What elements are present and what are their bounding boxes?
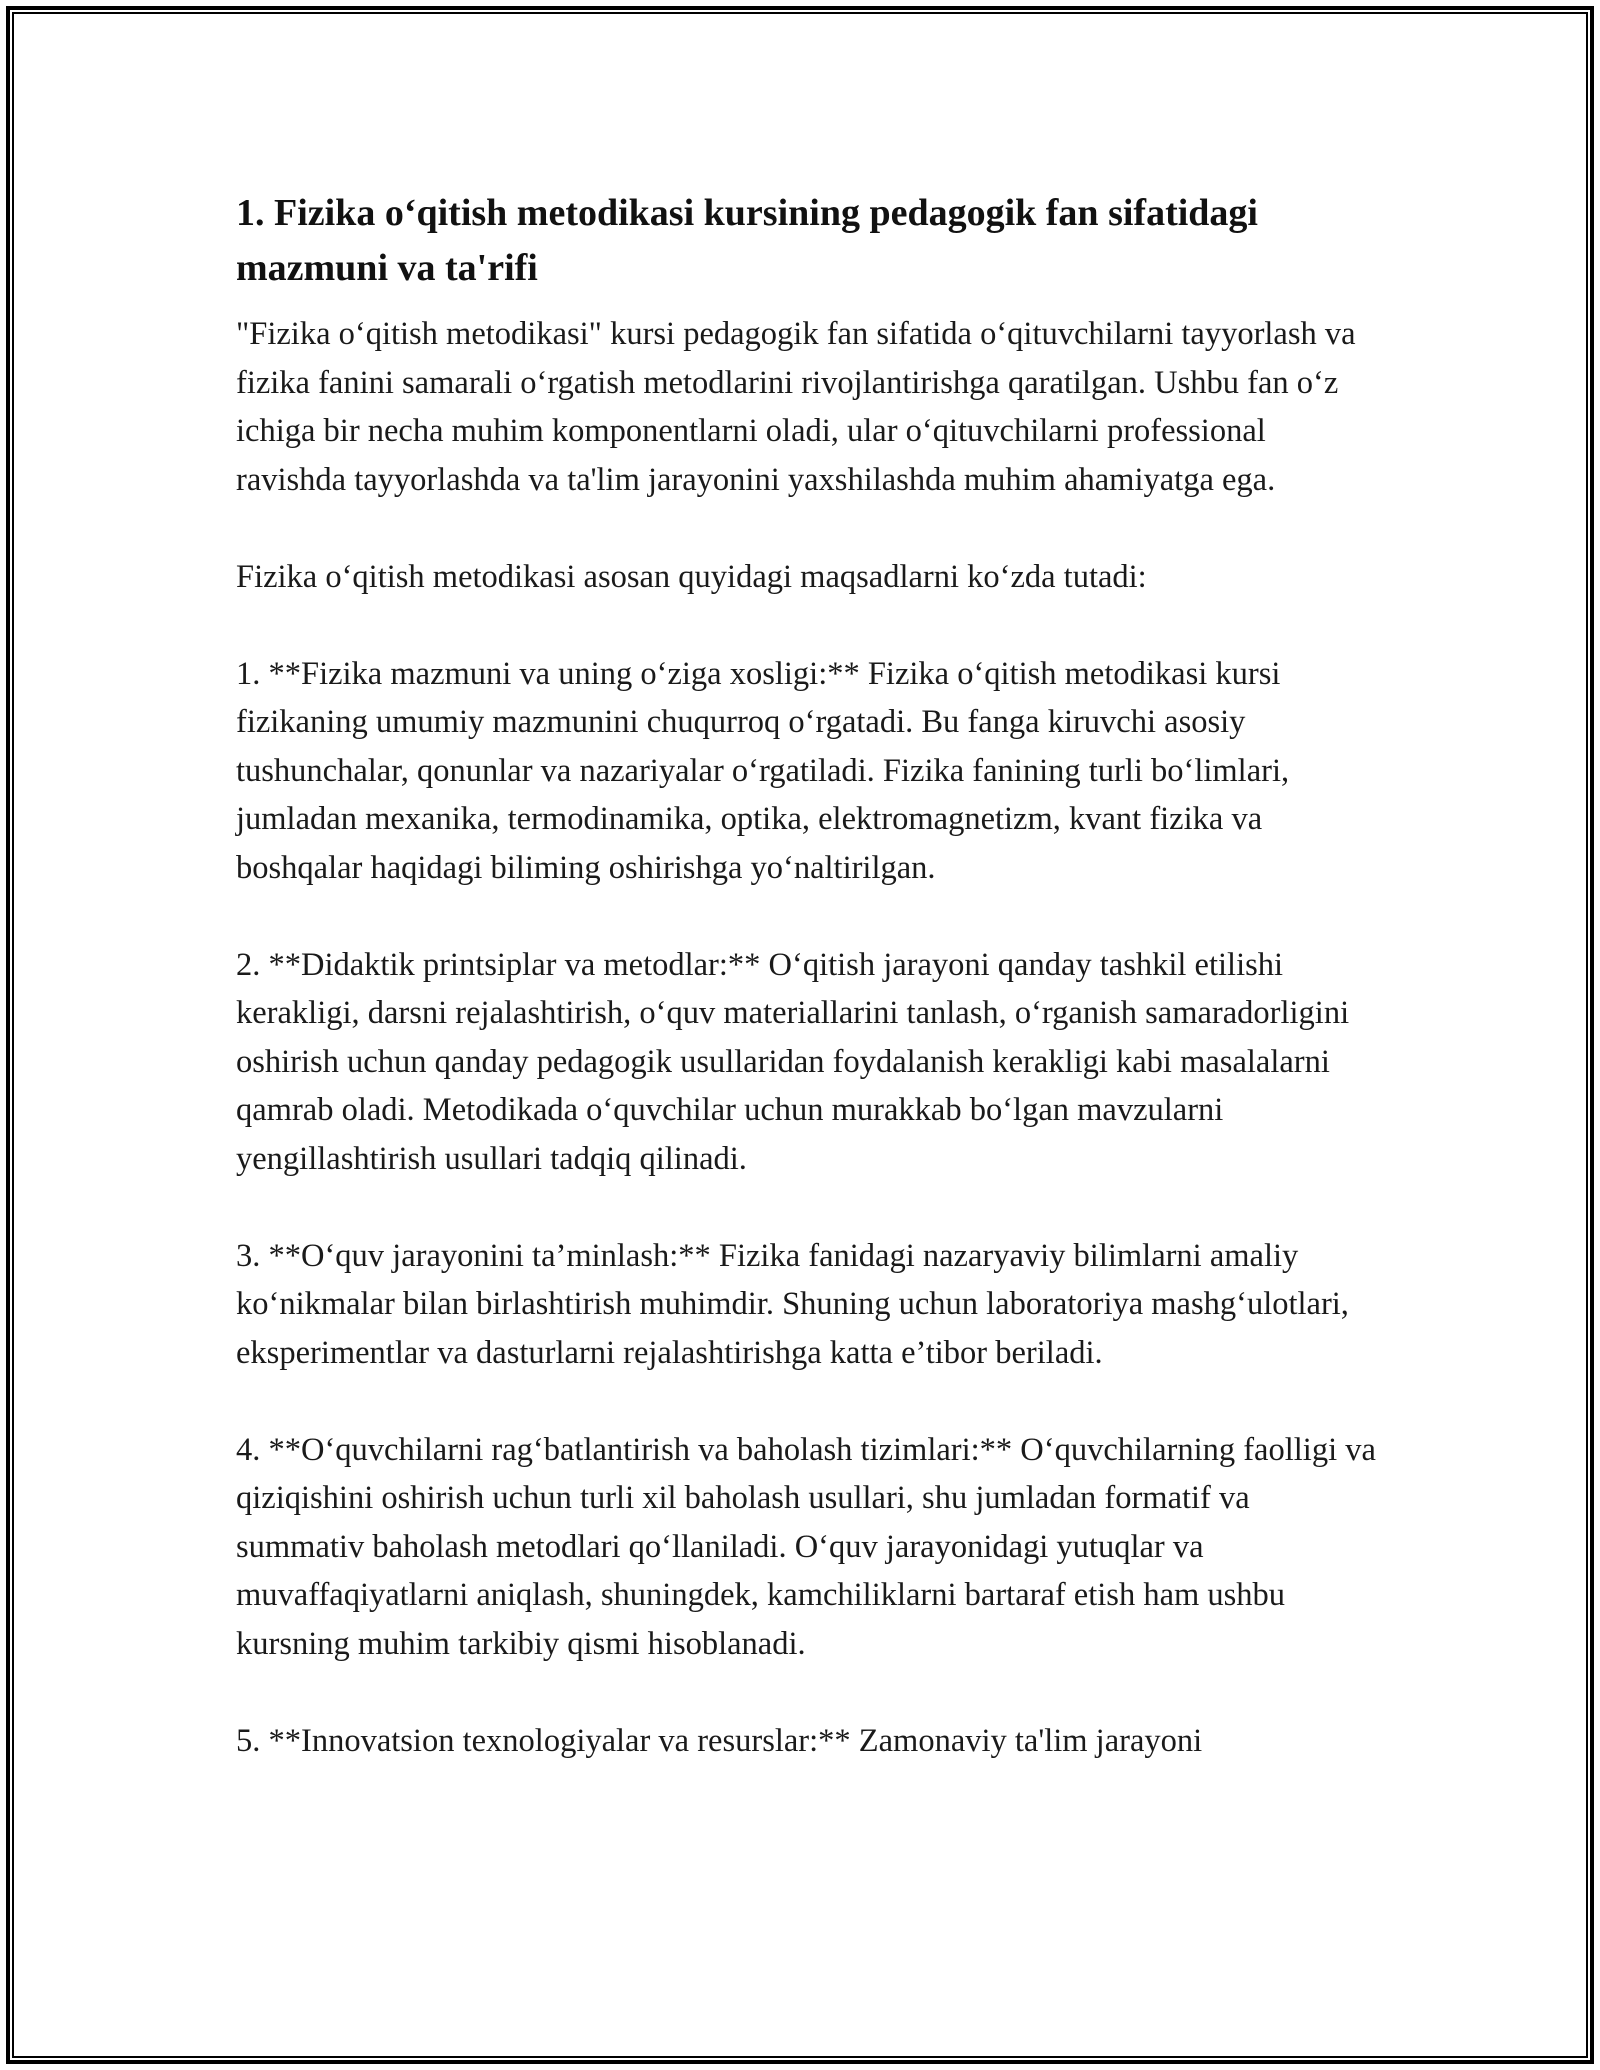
section-heading: 1. Fizika oʻqitish metodikasi kursining pedagogik fan sifatidagi mazmuni va ta'rifi [236,192,1258,289]
document-body [236,186,1376,1814]
paragraph-item-5: 5. **Innovatsion texnologiyalar va resurslar:** Zamonaviy ta'lim jarayoni [236,1722,1203,1759]
paragraph-goals-lead: Fizika oʻqitish metodikasi asosan quyidagi maqsadlarni koʻzda tutadi: [236,558,1147,595]
paragraph-item-2: 2. **Didaktik printsiplar va metodlar:** Oʻqitish jarayoni qanday tashkil etilishi kerakligi, darsni rejalashtirish, oʻquv materiallarini tanlash, oʻrganish samaradorligini oshirish uchun qanday pedagogik usullaridan foydalanish kerakligi kabi masalalarni qamrab oladi. Metodikada oʻquvchilar uchun murakkab boʻlgan mavzularni yengillashtirish usullari tadqiq qilinadi. [236,946,1350,1177]
paragraph-intro: "Fizika oʻqitish metodikasi" kursi pedagogik fan sifatida oʻqituvchilarni tayyorlash va fizika fanini samarali oʻrgatish metodlarini rivojlantirishga qaratilgan. Ushbu fan oʻz ichiga bir necha muhim komponentlarni oladi, ular oʻqituvchilarni professional ravishda tayyorlashda va ta'lim jarayonini yaxshilashda muhim ahamiyatga ega. [236,316,1356,498]
paragraph-item-4: 4. **Oʻquvchilarni ragʻbatlantirish va baholash tizimlari:** Oʻquvchilarning faolligi va qiziqishini oshirish uchun turli xil baholash usullari, shu jumladan formatif va summativ baholash metodlari qoʻllaniladi. Oʻquv jarayonidagi yutuqlar va muvaffaqiyatlarni aniqlash, shuningdek, kamchiliklarni bartaraf etish ham ushbu kursning muhim tarkibiy qismi hisoblanadi. [236,1431,1376,1662]
paragraph-item-1: 1. **Fizika mazmuni va uning oʻziga xosligi:** Fizika oʻqitish metodikasi kursi fizikaning umumiy mazmunini chuqurroq oʻrgatadi. Bu fanga kiruvchi asosiy tushunchalar, qonunlar va nazariyalar oʻrgatiladi. Fizika fanining turli boʻlimlari, jumladan mexanika, termodinamika, optika, elektromagnetizm, kvant fizika va boshqalar haqidagi biliming oshirishga yoʻnaltirilgan. [236,655,1290,886]
paragraph-item-3: 3. **Oʻquv jarayonini ta’minlash:** Fizika fanidagi nazaryaviy bilimlarni amaliy koʻnikmalar bilan birlashtirish muhimdir. Shuning uchun laboratoriya mashgʻulotlari, eksperimentlar va dasturlarni rejalashtirishga katta e’tibor beriladi. [236,1237,1349,1371]
